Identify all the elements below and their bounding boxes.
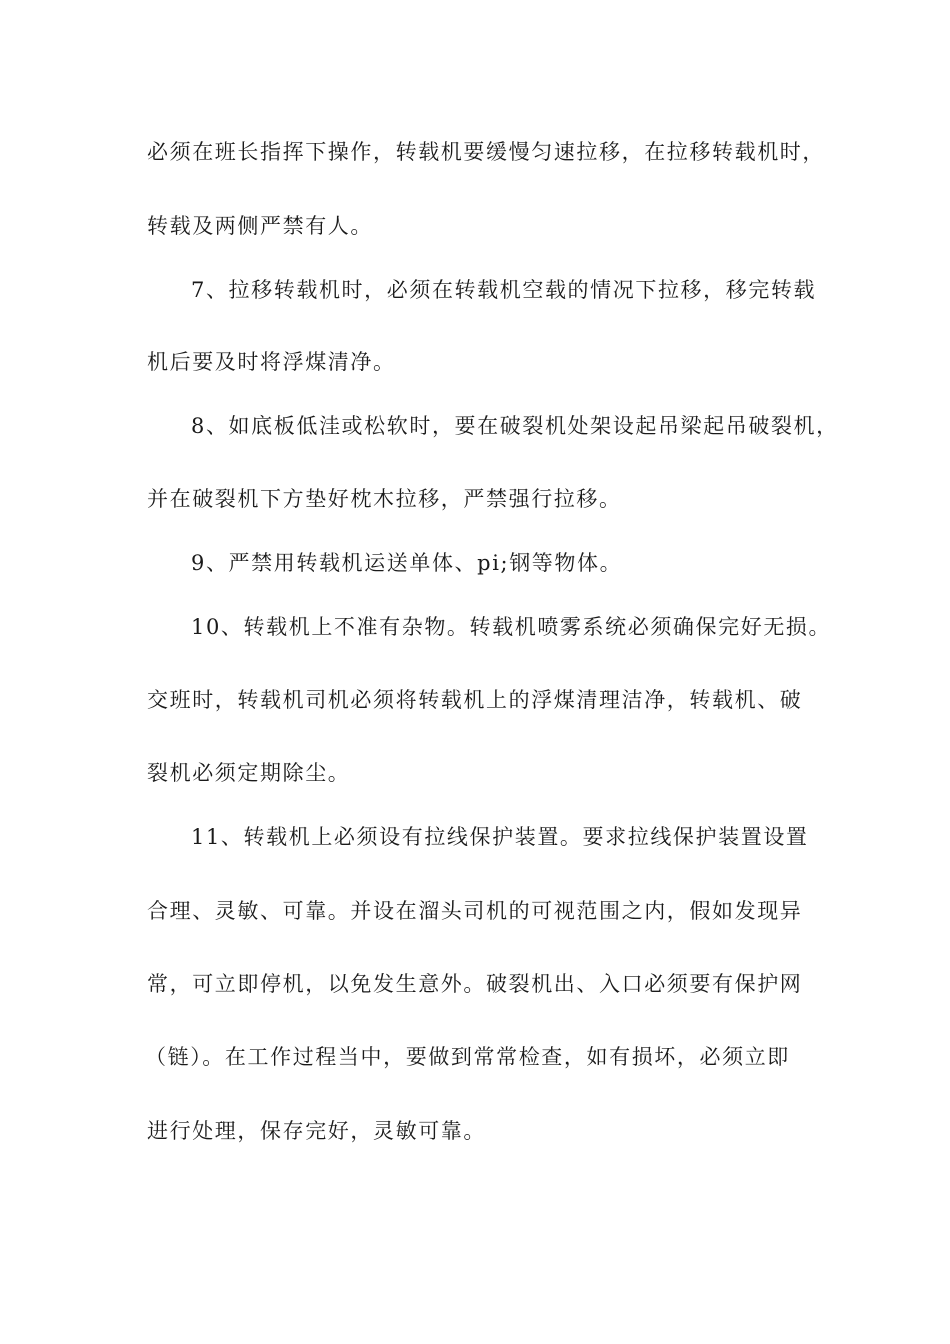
text-line: 并在破裂机下方垫好枕木拉移，严禁强行拉移。 xyxy=(147,487,622,511)
paragraph-7-start: 7、拉移转载机时，必须在转载机空载的情况下拉移，移完转载 xyxy=(191,278,817,302)
paragraph-8-start: 8、如底板低洼或松软时，要在破裂机处架设起吊梁起吊破裂机， xyxy=(191,414,839,438)
text-line: 机后要及时将浮煤清净。 xyxy=(147,350,396,374)
text-line: 转载及两侧严禁有人。 xyxy=(147,214,373,238)
paragraph-11-start: 11、转载机上必须设有拉线保护装置。要求拉线保护装置设置 xyxy=(191,825,809,849)
text-line: （链）。在工作过程当中，要做到常常检查，如有损坏，必须立即 xyxy=(145,1045,790,1069)
text-line: 必须在班长指挥下操作，转载机要缓慢匀速拉移，在拉移转载机时， xyxy=(147,140,825,164)
text-line: 交班时，转载机司机必须将转载机上的浮煤清理洁净，转载机、破 xyxy=(147,688,803,712)
text-line: 常，可立即停机，以免发生意外。破裂机出、入口必须要有保护网 xyxy=(147,972,803,996)
paragraph-9: 9、严禁用转载机运送单体、pi;钢等物体。 xyxy=(191,551,623,575)
paragraph-10-start: 10、转载机上不准有杂物。转载机喷雾系统必须确保完好无损。 xyxy=(191,615,832,639)
text-line: 进行处理，保存完好，灵敏可靠。 xyxy=(147,1119,486,1143)
text-line: 裂机必须定期除尘。 xyxy=(147,761,351,785)
text-line: 合理、灵敏、可靠。并设在溜头司机的可视范围之内，假如发现异 xyxy=(147,899,803,923)
